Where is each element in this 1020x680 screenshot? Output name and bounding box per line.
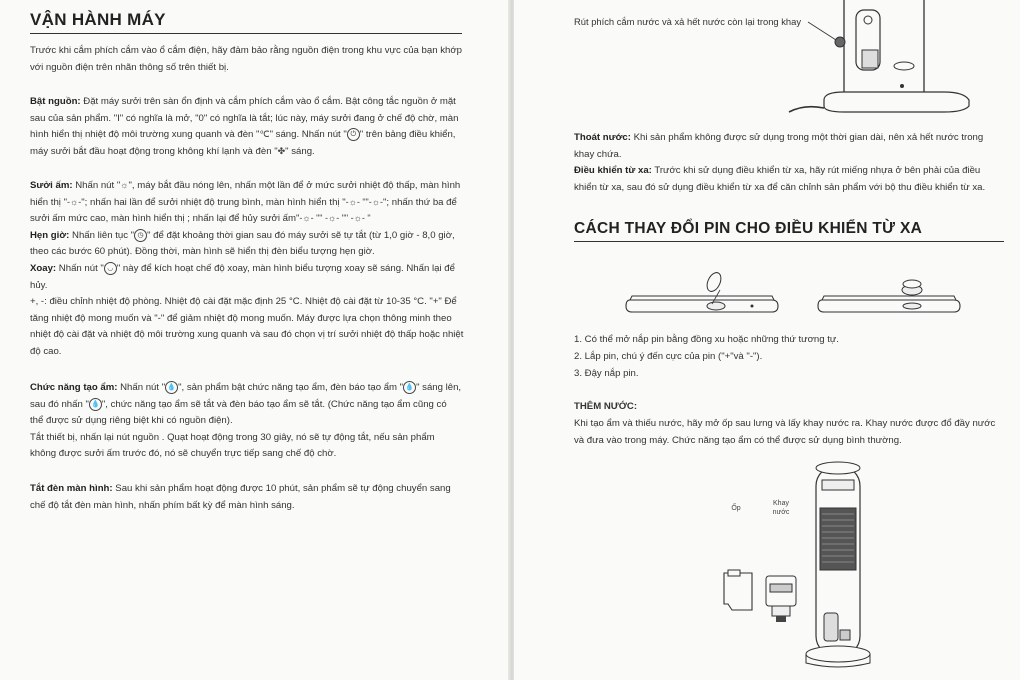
heat-label: Sưởi ấm:: [30, 180, 73, 191]
timer-icon: ◷: [134, 229, 147, 242]
fan-icon: ✤: [277, 145, 286, 156]
remote-label: Điều khiển từ xa:: [574, 165, 652, 176]
power-button-icon: ⏻: [347, 128, 360, 141]
droplet-icon: 💧: [403, 381, 416, 394]
humid-paragraph: Chức năng tạo ẩm: Nhấn nút " 💧 ", sản phẩm bật chức năng tạo ẩm, đèn báo tạo ẩm " 💧 " sáng lên, sau đó nhấn " 💧 ", chức năng tạo ẩm sẽ tắt và đèn báo tạo ẩm sẽ tắt. (Chức năng tạo ẩm cũng có thể được sử dụng riêng biệt khi có nguồn điện). Tắt thiết bị, nhấn lại nút nguồn . Quạt hoạt động trong 30 giây, nó sẽ tự động tắt, nếu sản phẩm không được sưởi ấm trước đó, nó sẽ chuyển trực tiếp sang chế độ chờ.: [30, 382, 462, 460]
power-paragraph: Bật nguồn: Đặt máy sưởi trên sàn ổn định và cắm phích cắm vào ổ cắm. Bật công tắc nguồn ở mặt sau của sản phẩm. "I" có nghĩa là mở, "0" có nghĩa là tắt; lúc này, máy sưởi đang ở chế độ chờ, màn hình hiển thị nhiệt độ môi trường xung quanh và đèn "℃" sáng. Nhấn nút " ⏻ " trên bảng điều khiển, máy sưởi bắt đầu hoạt động trong không khí lạnh và đèn "✤" sáng.: [30, 96, 459, 157]
water-title: THÊM NƯỚC:: [574, 401, 638, 412]
droplet-icon: 💧: [165, 381, 178, 394]
battery-step-2: 2. Lắp pin, chú ý đến cực của pin ("+"và "-").: [574, 351, 763, 362]
shutdown-text: Tắt thiết bị, nhấn lại nút nguồn . Quạt hoạt động trong 30 giây, nó sẽ tự động tắt, nếu sản phẩm không được sưởi ấm trước đó, nó sẽ chuyển trực tiếp sang chế độ chờ.: [30, 431, 435, 460]
drain-illustration: [804, 0, 984, 118]
power-label: Bật nguồn:: [30, 96, 81, 107]
sun-icon: ☼: [120, 179, 129, 190]
sun-icon: -☼- "" -☼- "" -☼- ": [299, 213, 371, 224]
remote-open-illustration: [622, 270, 782, 330]
battery-title-underline: [574, 241, 1004, 242]
screen-paragraph: Tắt đèn màn hình: Sau khi sản phẩm hoạt động được 10 phút, sản phẩm sẽ tự động chuyển sang chế độ tắt đèn màn hình, nhấn phím bất kỳ để màn hình sáng.: [30, 483, 451, 511]
celsius-icon: ℃: [259, 129, 270, 140]
remote-closed-illustration: [814, 270, 964, 330]
right-page: [514, 0, 1020, 680]
title-underline: [30, 33, 462, 34]
humid-label: Chức năng tạo ẩm:: [30, 382, 118, 393]
droplet-icon: 💧: [89, 398, 102, 411]
battery-step-1: 1. Có thể mở nắp pin bằng đồng xu hoặc những thứ tương tự.: [574, 334, 839, 345]
sun-icon: -☼- ""-☼-: [345, 196, 383, 207]
heat-paragraph: Sưởi ấm: Nhấn nút "☼", máy bắt đầu nóng lên, nhấn một lần để ở mức sưởi nhiệt độ thấp, màn hình hiển thị "-☼-"; nhấn hai lần để sưởi nhiệt độ trung bình, màn hình hiển thị "-☼- ""-☼-"; nhấn thứ ba để sưởi ấm mức cao, màn hình hiển thị ; nhấn lại để hủy sưởi ấm"-☼- "" -☼- "" -☼- " Hẹn giờ: Nhấn liên tục " ◷ " để đặt khoảng thời gian sau đó máy sưởi sẽ tự tắt (từ 1,0 giờ - 8,0 giờ, theo các bước 60 phút). Đồng thời, màn hình sẽ hiển thị đèn biểu tượng hẹn giờ. Xoay: Nhấn nút " ◡ " này để kích hoạt chế độ xoay, màn hình biểu tượng xoay sẽ sáng. Nhấn lại để hủy. +, -: điều chỉnh nhiệt độ phòng. Nhiệt độ cài đặt mặc định 25 °C. Nhiệt độ cài đặt từ 10-35 °C. "+" Để tăng nhiệt độ mong muốn và "-" để giảm nhiệt độ mong muốn. Máy được lựa chọn thông minh theo nhiệt độ cài đặt và nhiệt độ môi trường xung quanh và sau đó chọn vị trí sưởi nhiệt độ thấp hoặc nhiệt độ cao.: [30, 179, 464, 357]
label-cover: Ốp: [731, 505, 741, 512]
label-tray-line2: nước: [772, 509, 790, 516]
drain-paragraph: Thoát nước: Khi sản phẩm không được sử dụng trong một thời gian dài, nên xả hết nước trong khay chứa.: [574, 132, 984, 160]
section-title-operation: VẬN HÀNH MÁY: [30, 10, 166, 29]
timer-label: Hẹn giờ:: [30, 229, 70, 241]
swing-icon: ◡: [104, 262, 117, 275]
sun-icon: -☼-: [67, 196, 82, 207]
label-tray-line1: Khay: [773, 500, 789, 507]
remote-paragraph: Điều khiển từ xa: Trước khi sử dụng điều khiển từ xa, hãy rút miếng nhựa ở bên phải của điều khiển từ xa, sau đó sử dụng điều khiển từ xa để căn chỉnh sản phẩm với bộ thu điều khiển từ xa.: [574, 165, 986, 193]
battery-step-3: 3. Đậy nắp pin.: [574, 368, 639, 379]
tower-heater-illustration: [714, 458, 874, 673]
adjust-text: +, -: điều chỉnh nhiệt độ phòng. Nhiệt độ cài đặt mặc định 25 °C. Nhiệt độ cài đặt từ 10-35 °C. "+" Để tăng nhiệt độ mong muốn và "-" để giảm nhiệt độ mong muốn. Máy được lựa chọn thông minh theo nhiệt độ cài đặt và nhiệt độ môi trường xung quanh và sau đó chọn vị trí sưởi nhiệt độ thấp hoặc nhiệt độ cao.: [30, 296, 464, 357]
section-title-battery: CÁCH THAY ĐỔI PIN CHO ĐIỀU KHIỂN TỪ XA: [574, 220, 923, 237]
swing-label: Xoay:: [30, 262, 57, 274]
screen-label: Tắt đèn màn hình:: [30, 483, 113, 494]
unplug-caption: Rút phích cắm nước và xả hết nước còn lại trong khay: [574, 16, 802, 27]
intro-paragraph: Trước khi cắm phích cắm vào ổ cắm điện, hãy đảm bảo rằng nguồn điện trong khu vực của bạn khớp với nguồn điện trên nhãn thông số trên thiết bị.: [30, 45, 462, 73]
water-text: Khi tạo ẩm và thiếu nước, hãy mở ốp sau lưng và lấy khay nước ra. Khay nước được đổ đầy nước và đưa vào trong máy. Chức năng tạo ẩm có thể được sử dụng bình thường.: [574, 418, 996, 446]
drain-label: Thoát nước:: [574, 132, 631, 143]
